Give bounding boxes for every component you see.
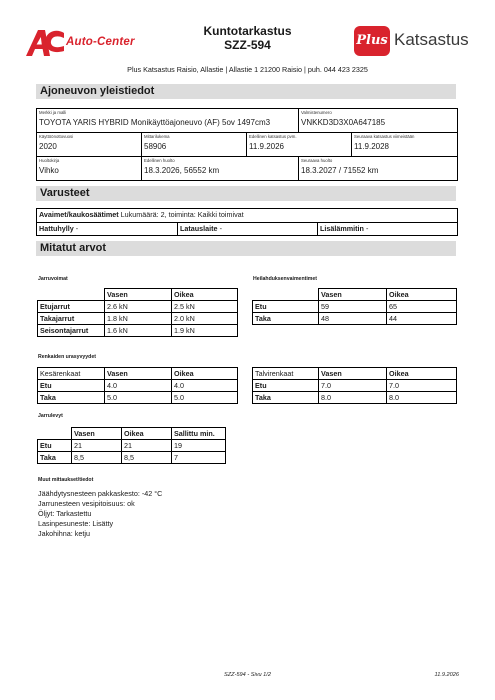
keys-cell — [37, 209, 457, 222]
table-cell: 5.0 — [172, 392, 238, 404]
table-row — [253, 392, 457, 404]
table-cell: 8,5 — [122, 452, 172, 464]
info-row — [37, 109, 457, 133]
column-header: Vasen — [105, 368, 172, 380]
info-row — [37, 133, 457, 157]
prev-inspection-cell — [247, 133, 352, 156]
plate-number: SZZ-594 — [224, 38, 271, 52]
table-cell: 2.6 kN — [105, 301, 172, 313]
section-title-vehicle: Ajoneuvon yleistiedot — [36, 84, 456, 99]
make-model-label: Merkki ja malli — [39, 110, 67, 115]
table-row — [38, 452, 226, 464]
odometer-label: Mittarilukema — [144, 134, 170, 139]
next-inspection-label: Seuraava katsastus viimeistään — [354, 134, 415, 139]
contact-line: Plus Katsastus Raisio, Allastie | Allastie 1 21200 Raisio | puh. 044 423 2325 — [127, 65, 368, 74]
auto-center-logo — [24, 27, 154, 57]
column-header: Oikea — [122, 428, 172, 440]
equipment-row-extras — [37, 222, 457, 235]
make-model-value: TOYOTA YARIS HYBRID Monikäyttöajoneuvo (AF) 5ov 1497cm3 — [39, 118, 271, 127]
row-label: Taka — [38, 392, 105, 404]
table-row — [38, 289, 238, 301]
table-cell: 65 — [387, 301, 457, 313]
plus-katsastus-logo — [354, 26, 474, 56]
hat-shelf-cell — [37, 223, 177, 235]
brake-discs-table — [37, 427, 226, 464]
service-book-cell — [37, 157, 142, 180]
equipment-row-keys — [37, 209, 457, 222]
vin-cell — [299, 109, 457, 132]
first-use-value: 2020 — [39, 142, 57, 151]
heater-value: - — [365, 224, 369, 233]
table-cell: 59 — [319, 301, 387, 313]
table-cell: 21 — [72, 440, 122, 452]
table-row — [38, 380, 238, 392]
auto-center-logo-mark — [24, 27, 66, 57]
table-cell: 2.5 kN — [172, 301, 238, 313]
table-row — [38, 392, 238, 404]
charger-value: - — [219, 224, 222, 233]
table-row — [38, 301, 238, 313]
row-label: Takajarrut — [38, 313, 105, 325]
table-row — [253, 380, 457, 392]
row-label: Taka — [253, 392, 319, 404]
table-row — [38, 313, 238, 325]
equipment-table — [36, 208, 458, 236]
column-header: Vasen — [319, 368, 387, 380]
brakes-table — [37, 288, 238, 337]
vehicle-info-grid — [36, 108, 458, 181]
list-item: Lasinpesuneste: Lisätty — [38, 519, 114, 528]
column-header: Vasen — [319, 289, 387, 301]
column-header: Oikea — [172, 368, 238, 380]
row-label: Etu — [253, 380, 319, 392]
row-label: Etu — [38, 380, 105, 392]
table-row — [253, 301, 457, 313]
footer-date: 11.9.2026 — [434, 672, 459, 678]
keys-label: Avaimet/kaukosäätimet — [39, 210, 119, 219]
next-service-cell — [299, 157, 457, 180]
first-use-label: Käyttöönottovuosi — [39, 134, 74, 139]
table-cell: 8,5 — [72, 452, 122, 464]
prev-inspection-label: Edellinen katsastus pvm. — [249, 134, 297, 139]
row-label: Etu — [38, 440, 72, 452]
list-item: Jäähdytysnesteen pakkaskesto: -42 °C — [38, 489, 163, 498]
table-row — [253, 313, 457, 325]
page-header — [0, 0, 495, 80]
column-header: Vasen — [105, 289, 172, 301]
page-number: SZZ-594 - Sivu 1/2 — [224, 672, 271, 678]
table-cell: 7.0 — [319, 380, 387, 392]
vin-value: VNKKD3D3X0A647185 — [301, 118, 386, 127]
table-row — [38, 325, 238, 337]
column-header: Sallittu min. — [172, 428, 226, 440]
row-label: Taka — [38, 452, 72, 464]
shocks-table — [252, 288, 457, 325]
table-row — [38, 440, 226, 452]
row-label: Taka — [253, 313, 319, 325]
next-service-label: Seuraava huolto — [301, 158, 333, 163]
table-cell: 4.0 — [172, 380, 238, 392]
table-cell: 4.0 — [105, 380, 172, 392]
other-measurements-label: Muut mittaukset/tiedot — [38, 477, 94, 483]
table-cell: 5.0 — [105, 392, 172, 404]
hat-shelf-value: - — [75, 224, 79, 233]
keys-value: Lukumäärä: 2, toiminta: Kaikki toimivat — [120, 210, 244, 219]
column-header: Oikea — [387, 289, 457, 301]
table-cell: 48 — [319, 313, 387, 325]
table-cell: 8.0 — [387, 392, 457, 404]
column-header: Oikea — [172, 289, 238, 301]
service-book-value: Vihko — [39, 166, 59, 175]
table-cell: 44 — [387, 313, 457, 325]
table-cell: 8.0 — [319, 392, 387, 404]
column-header: Talvirenkaat — [253, 368, 319, 380]
plus-badge: Plus — [354, 26, 390, 56]
shocks-label: Heilahduksenvaimentimet — [253, 276, 318, 282]
row-label: Etujarrut — [38, 301, 105, 313]
table-cell: 2.0 kN — [172, 313, 238, 325]
info-row — [37, 157, 457, 180]
list-item: Jakohihna: ketju — [38, 529, 90, 538]
first-use-cell — [37, 133, 142, 156]
prev-service-label: Edellinen huolto — [144, 158, 175, 163]
hat-shelf-label: Hattuhylly — [39, 224, 74, 233]
prev-inspection-value: 11.9.2026 — [249, 142, 284, 151]
make-model-cell — [37, 109, 299, 132]
document-title-block — [170, 24, 325, 53]
table-row — [38, 368, 238, 380]
plus-logo-text: Katsastus — [394, 30, 469, 49]
winter-tires-table — [252, 367, 457, 404]
summer-tires-table — [37, 367, 238, 404]
heater-label: Lisälämmitin — [320, 224, 364, 233]
row-label: Etu — [253, 301, 319, 313]
column-header: Oikea — [387, 368, 457, 380]
other-measurements-list — [38, 489, 162, 539]
next-inspection-value: 11.9.2028 — [354, 142, 389, 151]
service-book-label: Huoltokirja — [39, 158, 60, 163]
table-cell: 7 — [172, 452, 226, 464]
prev-service-value: 18.3.2026, 56552 km — [144, 166, 220, 175]
list-item: Jarrunesteen vesipitoisuus: ok — [38, 499, 135, 508]
odometer-cell — [142, 133, 247, 156]
odometer-value: 58906 — [144, 142, 167, 151]
table-cell: 1.9 kN — [172, 325, 238, 337]
prev-service-cell — [142, 157, 299, 180]
charger-label: Latauslaite — [180, 224, 218, 233]
charger-cell — [177, 223, 317, 235]
table-row — [253, 289, 457, 301]
auto-center-logo-text: Auto-Center — [66, 36, 135, 48]
next-inspection-cell — [352, 133, 457, 156]
table-row — [253, 368, 457, 380]
table-cell: 19 — [172, 440, 226, 452]
document-title: Kuntotarkastus — [203, 24, 292, 38]
column-header: Vasen — [72, 428, 122, 440]
section-title-equipment: Varusteet — [36, 186, 456, 201]
tread-depth-label: Renkaiden urasyvyydet — [38, 354, 96, 360]
section-title-measurements: Mitatut arvot — [36, 241, 456, 256]
table-row — [38, 428, 226, 440]
table-cell: 21 — [122, 440, 172, 452]
next-service-value: 18.3.2027 / 71552 km — [301, 166, 379, 175]
brakes-label: Jarruvoimat — [38, 276, 68, 282]
column-header: Kesärenkaat — [38, 368, 105, 380]
list-item: Öljyt: Tarkastettu — [38, 509, 92, 518]
table-cell: 1.6 kN — [105, 325, 172, 337]
row-label: Seisontajarrut — [38, 325, 105, 337]
brake-discs-label: Jarrulevyt — [38, 413, 63, 419]
table-cell: 7.0 — [387, 380, 457, 392]
heater-cell — [317, 223, 457, 235]
table-cell: 1.8 kN — [105, 313, 172, 325]
vin-label: Valmistenumero — [301, 110, 332, 115]
